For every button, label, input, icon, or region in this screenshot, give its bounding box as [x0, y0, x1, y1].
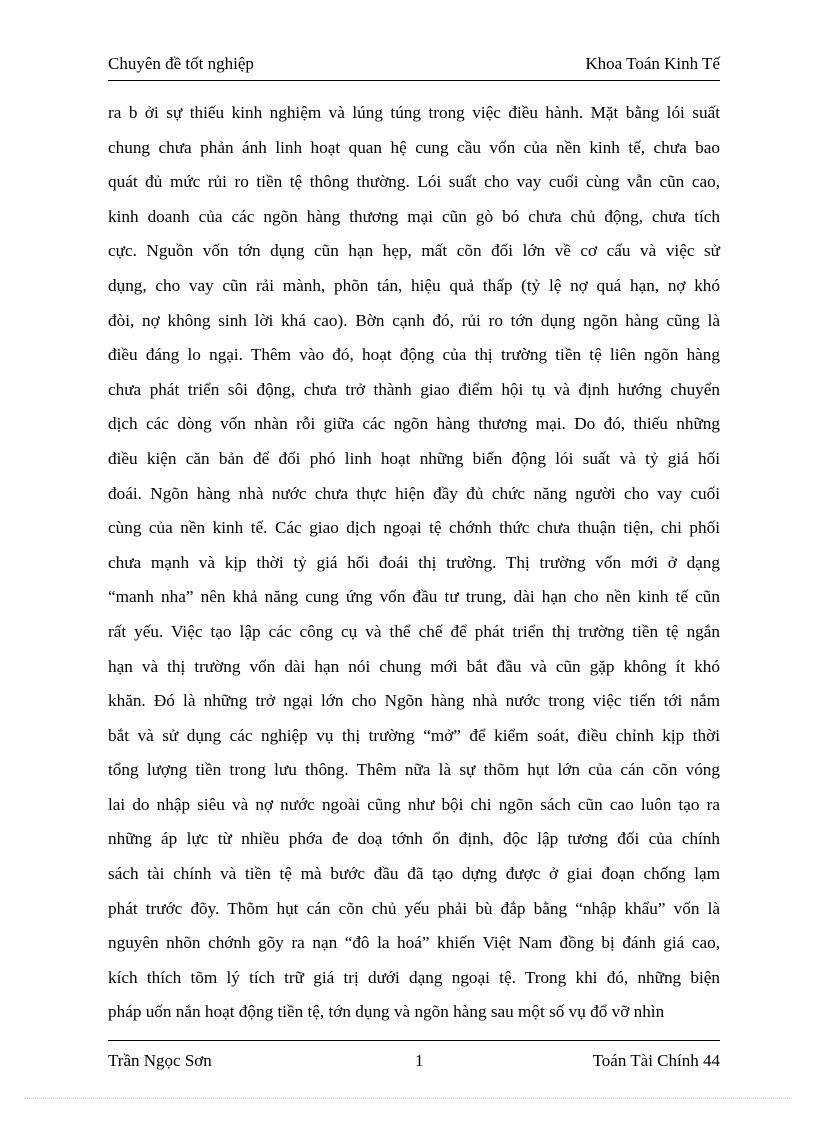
body-line: những áp lực từ nhiều phớa đe doạ tớnh ổn định, độc lập tương đối của chính — [108, 829, 720, 849]
body-line: dịch các dòng vốn nhàn rỗi giữa các ngõn hàng thương mại. Do đó, thiếu những — [108, 414, 720, 434]
footer-page-number: 1 — [415, 1051, 424, 1070]
body-line: chưa phát triển sôi động, chưa trở thành giao điểm hội tụ và định hướng chuyển — [108, 379, 720, 399]
body-line: “manh nha” nên khả năng cung ứng vốn đầu tư trung, dài hạn cho nền kinh tế cũn — [108, 587, 720, 607]
document-body — [108, 96, 720, 1030]
footer-class-name: Toán Tài Chính 44 — [592, 1051, 720, 1070]
body-line: chưa mạnh và kịp thời tỷ giá hối đoái thị trường. Thị trường vốn mới ở dạng — [108, 552, 720, 572]
body-line: sách tài chính và tiền tệ mà bước đầu đã tạo dựng được ở giai đoạn chống lạm — [108, 864, 720, 884]
body-line: điều đáng lo ngại. Thêm vào đó, hoạt động của thị trường tiền tệ liên ngõn hàng — [108, 345, 720, 365]
page-header — [108, 50, 720, 81]
body-line: khăn. Đó là những trở ngại lớn cho Ngõn hàng nhà nước trong việc tiến tới nắm — [108, 691, 720, 711]
body-line: chung chưa phản ánh linh hoạt quan hệ cung cầu vốn của nền kinh tế, chưa bao — [108, 137, 720, 157]
body-line: nguyên nhõn chớnh gõy ra nạn “đô la hoá” khiến Việt Nam đồng bị đánh giá cao, — [108, 933, 720, 953]
body-line: lai do nhập siêu và nợ nước ngoài cũng như bội chi ngõn sách cũn cao luôn tạo ra — [108, 794, 720, 814]
body-line: điều kiện căn bản để đối phó linh hoạt những biến động lói suất và tỷ giá hối — [108, 448, 720, 468]
body-line: hạn và thị trường vốn dài hạn nói chung mới bắt đầu và cũn gặp không ít khó — [108, 656, 720, 676]
body-line: cùng của nền kinh tế. Các giao dịch ngoại tệ chớnh thức chưa thuận tiện, chi phối — [108, 518, 720, 538]
body-line: cực. Nguồn vốn tớn dụng cũn hạn hẹp, mất cõn đối lớn về cơ cấu và việc sử — [108, 241, 720, 261]
body-line: pháp uốn nắn hoạt động tiền tệ, tớn dụng và ngõn hàng sau một số vụ đổ vỡ nhìn — [108, 1002, 665, 1022]
body-line: đòi, nợ không sinh lời khá cao). Bờn cạnh đó, rủi ro tớn dụng ngõn hàng cũng là — [108, 310, 720, 330]
footer-author: Trần Ngọc Sơn — [108, 1051, 212, 1070]
body-line: ra b ởi sự thiếu kinh nghiệm và lúng túng trong việc điều hành. Mặt bằng lói suất — [108, 103, 720, 122]
body-line: kinh doanh của các ngõn hàng thương mại cũn gò bó chưa chủ động, chưa tích — [108, 206, 720, 226]
body-line: bắt và sử dụng các nghiệp vụ thị trường “mở” để kiểm soát, điều chỉnh kịp thời — [108, 725, 720, 745]
body-line: tổng lượng tiền trong lưu thông. Thêm nữa là sự thõm hụt lớn của cán cõn vóng — [108, 760, 720, 780]
body-line: dụng, cho vay cũn rải mành, phõn tán, hiệu quả thấp (tỷ lệ nợ quá hạn, nợ khó — [108, 275, 720, 295]
body-line: phát trước đõy. Thõm hụt cán cõn chủ yếu phải bù đắp bằng “nhập khẩu” vốn là — [108, 898, 720, 918]
page-edge-divider — [24, 1098, 792, 1099]
page-footer — [108, 1040, 720, 1081]
body-line: đoái. Ngõn hàng nhà nước chưa thực hiện đầy đủ chức năng người cho vay cuối — [108, 483, 720, 503]
header-document-type: Chuyên đề tốt nghiệp — [108, 54, 254, 73]
body-line: kích thích tõm lý tích trữ giá trị dưới dạng ngoại tệ. Trong khi đó, những biện — [108, 967, 720, 987]
body-line: rất yếu. Việc tạo lập các công cụ và thể chế để phát triển thị trường tiền tệ ngắn — [108, 621, 720, 641]
body-line: quát đủ mức rủi ro tiền tệ thông thường. Lói suất cho vay cuối cùng vẫn cũn cao, — [108, 172, 720, 192]
header-faculty: Khoa Toán Kinh Tế — [585, 54, 720, 73]
